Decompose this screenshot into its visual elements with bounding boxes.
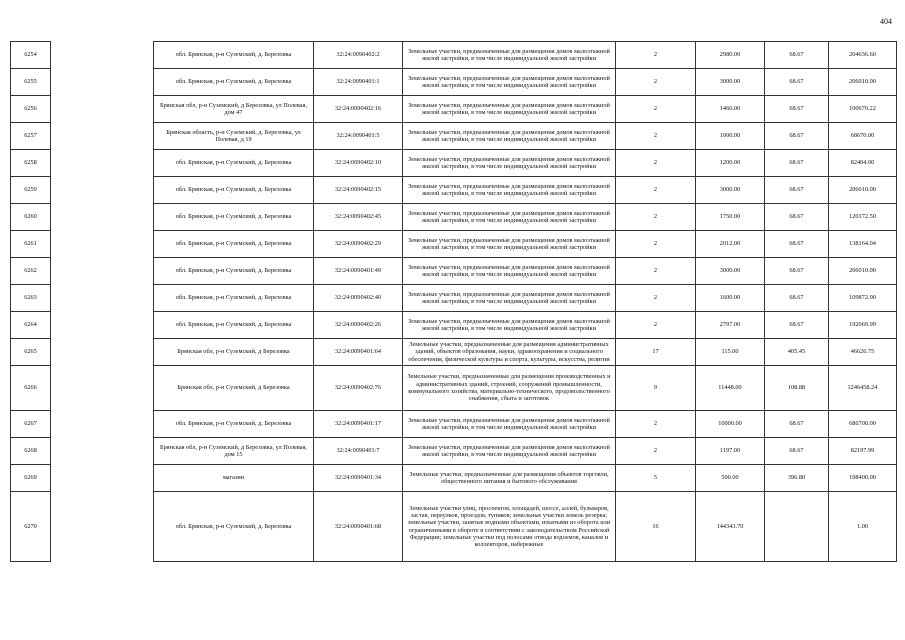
table-row	[11, 177, 897, 204]
gap-cell	[51, 258, 154, 285]
gap-cell	[51, 339, 154, 366]
row-number: 6267	[11, 411, 51, 438]
cadastral-number-cell: 32:24:0090401:5	[314, 123, 403, 150]
cadastral-number-cell: 32:24:0090402:40	[314, 285, 403, 312]
cadastral-number-cell: 32:24:0090401:17	[314, 411, 403, 438]
table-row	[11, 42, 897, 69]
specific-value-cell: 68.67	[765, 204, 829, 231]
specific-value-cell: 68.67	[765, 411, 829, 438]
cadastral-value-cell: 204636.60	[829, 42, 897, 69]
cadastral-value-cell: 68670.00	[829, 123, 897, 150]
address-cell: обл. Брянская, р-н Суземский, д. Березовка	[154, 204, 314, 231]
land-use-purpose-cell: Земельные участки, предназначенные для размещения домов малоэтажной жилой застройки, в том числе индивидуальной жилой застройки	[403, 69, 616, 96]
cadastral-value-cell: 82404.00	[829, 150, 897, 177]
cadastral-value-cell: 1246458.24	[829, 366, 897, 411]
land-use-purpose-cell: Земельные участки, предназначенные для размещения производственных и административных зданий, строений, сооружений промышленности, коммунального хозяйства, материально-технического, продовольственного снабжения, сбыта и заготовок	[403, 366, 616, 411]
cadastral-number-cell: 32:24:0090401:34	[314, 465, 403, 492]
row-number: 6256	[11, 96, 51, 123]
use-group-cell: 2	[616, 411, 696, 438]
cadastral-number-cell: 32:24:0090401:1	[314, 69, 403, 96]
gap-cell	[51, 231, 154, 258]
row-number: 6269	[11, 465, 51, 492]
area-cell: 1197.00	[696, 438, 765, 465]
address-cell: Брянская обл, р-н Суземский, д Березовка	[154, 366, 314, 411]
area-cell: 2012.00	[696, 231, 765, 258]
row-number: 6260	[11, 204, 51, 231]
land-use-purpose-cell: Земельные участки, предназначенные для размещения домов малоэтажной жилой застройки, в том числе индивидуальной жилой застройки	[403, 285, 616, 312]
table-row	[11, 438, 897, 465]
land-use-purpose-cell: Земельные участки, предназначенные для размещения административных зданий, объектов образования, науки, здравоохранения и социального обеспечения, физической культуры и спорта, культуры, искусства, религии	[403, 339, 616, 366]
specific-value-cell: 68.67	[765, 123, 829, 150]
cadastral-value-cell: 138164.04	[829, 231, 897, 258]
row-number: 6268	[11, 438, 51, 465]
cadastral-number-cell: 32:24:0090402:10	[314, 150, 403, 177]
area-cell: 1600.00	[696, 285, 765, 312]
address-cell: обл. Брянская, р-н Суземский, д. Березовка	[154, 231, 314, 258]
cadastral-number-cell: 32:24:0090402:15	[314, 177, 403, 204]
cadastral-value-cell: 686700.00	[829, 411, 897, 438]
row-number: 6263	[11, 285, 51, 312]
cadastral-value-cell: 198400.00	[829, 465, 897, 492]
use-group-cell: 2	[616, 96, 696, 123]
land-use-purpose-cell: Земельные участки, предназначенные для размещения домов малоэтажной жилой застройки, в том числе индивидуальной жилой застройки	[403, 204, 616, 231]
use-group-cell: 5	[616, 465, 696, 492]
cadastral-number-cell: 32:24:0090402:29	[314, 231, 403, 258]
area-cell: 11448.00	[696, 366, 765, 411]
table-row	[11, 366, 897, 411]
specific-value-cell: 68.67	[765, 231, 829, 258]
land-use-purpose-cell: Земельные участки, предназначенные для размещения домов малоэтажной жилой застройки, в том числе индивидуальной жилой застройки	[403, 150, 616, 177]
table-row	[11, 492, 897, 562]
land-use-purpose-cell: Земельные участки, предназначенные для размещения домов малоэтажной жилой застройки, в том числе индивидуальной жилой застройки	[403, 231, 616, 258]
address-cell: Брянская обл, р-н Суземский, д Березовка	[154, 339, 314, 366]
specific-value-cell: 405.45	[765, 339, 829, 366]
address-cell: обл. Брянская, р-н Суземский, д. Березовка	[154, 258, 314, 285]
gap-cell	[51, 177, 154, 204]
address-cell: обл. Брянская, р-н Суземский, д. Березовка	[154, 285, 314, 312]
page-number: 404	[880, 17, 892, 26]
table-row	[11, 312, 897, 339]
address-cell: обл. Брянская, р-н Суземский, д. Березовка	[154, 492, 314, 562]
specific-value-cell: 108.88	[765, 366, 829, 411]
area-cell: 1000.00	[696, 123, 765, 150]
address-cell: магазин	[154, 465, 314, 492]
land-registry-table	[10, 41, 897, 562]
land-use-purpose-cell: Земельные участки, предназначенные для размещения объектов торговли, общественного питания и бытового обслуживания	[403, 465, 616, 492]
land-use-purpose-cell: Земельные участки, предназначенные для размещения домов малоэтажной жилой застройки, в том числе индивидуальной жилой застройки	[403, 177, 616, 204]
gap-cell	[51, 204, 154, 231]
cadastral-number-cell: 32:24:0090402:2	[314, 42, 403, 69]
use-group-cell: 2	[616, 312, 696, 339]
table-row	[11, 285, 897, 312]
gap-cell	[51, 492, 154, 562]
gap-cell	[51, 465, 154, 492]
area-cell: 500.00	[696, 465, 765, 492]
use-group-cell: 16	[616, 492, 696, 562]
address-cell: Брянская область, р-н Суземский, д. Березовка, ул Полевая, д 19	[154, 123, 314, 150]
gap-cell	[51, 69, 154, 96]
row-number: 6266	[11, 366, 51, 411]
address-cell: обл. Брянская, р-н Суземский, д. Березовка	[154, 150, 314, 177]
table-row	[11, 150, 897, 177]
gap-cell	[51, 96, 154, 123]
gap-cell	[51, 123, 154, 150]
cadastral-number-cell: 32:24:0090401:68	[314, 492, 403, 562]
land-use-purpose-cell: Земельные участки, предназначенные для размещения домов малоэтажной жилой застройки, в том числе индивидуальной жилой застройки	[403, 438, 616, 465]
use-group-cell: 9	[616, 366, 696, 411]
gap-cell	[51, 42, 154, 69]
address-cell: обл. Брянская, р-н Суземский, д. Березовка	[154, 42, 314, 69]
row-number: 6258	[11, 150, 51, 177]
use-group-cell: 2	[616, 177, 696, 204]
table-row	[11, 465, 897, 492]
cadastral-number-cell: 32:24:0090401:7	[314, 438, 403, 465]
specific-value-cell: 68.67	[765, 438, 829, 465]
use-group-cell: 2	[616, 438, 696, 465]
specific-value-cell: 68.67	[765, 312, 829, 339]
use-group-cell: 2	[616, 150, 696, 177]
area-cell: 2980.00	[696, 42, 765, 69]
cadastral-value-cell: 120172.50	[829, 204, 897, 231]
specific-value-cell: 68.67	[765, 177, 829, 204]
area-cell: 3000.00	[696, 177, 765, 204]
row-number: 6257	[11, 123, 51, 150]
table-row	[11, 96, 897, 123]
table-row	[11, 69, 897, 96]
specific-value-cell: 68.67	[765, 285, 829, 312]
cadastral-number-cell: 32:24:0090401:64	[314, 339, 403, 366]
table-body	[11, 42, 897, 562]
area-cell: 1750.00	[696, 204, 765, 231]
row-number: 6261	[11, 231, 51, 258]
area-cell: 10000.00	[696, 411, 765, 438]
gap-cell	[51, 150, 154, 177]
specific-value-cell: 68.67	[765, 150, 829, 177]
cadastral-number-cell: 32:24:0090402:76	[314, 366, 403, 411]
specific-value-cell	[765, 492, 829, 562]
specific-value-cell: 68.67	[765, 69, 829, 96]
gap-cell	[51, 411, 154, 438]
cadastral-value-cell: 206010.00	[829, 258, 897, 285]
cadastral-value-cell: 82197.99	[829, 438, 897, 465]
area-cell: 144343.70	[696, 492, 765, 562]
row-number: 6270	[11, 492, 51, 562]
address-cell: Брянская обл, р-н Суземский, д Березовка, ул Полевая, дом 47	[154, 96, 314, 123]
address-cell: обл. Брянская, р-н Суземский, д. Березовка	[154, 177, 314, 204]
cadastral-number-cell: 32:24:0090402:26	[314, 312, 403, 339]
address-cell: обл. Брянская, р-н Суземский, д. Березовка	[154, 69, 314, 96]
use-group-cell: 2	[616, 69, 696, 96]
land-use-purpose-cell: Земельные участки улиц, проспектов, площадей, шоссе, аллей, бульваров, застав, переулков, проездов, тупиков; земельные участки земель резерва; земельные участки, занятые водными объектами, изъятыми из оборота или ограниченными в обороте в соответствии с законодательством Российской Федерации; земельные участки под полосами отвода водоемов, каналов и коллекторов, набережные	[403, 492, 616, 562]
land-use-purpose-cell: Земельные участки, предназначенные для размещения домов малоэтажной жилой застройки, в том числе индивидуальной жилой застройки	[403, 411, 616, 438]
gap-cell	[51, 285, 154, 312]
use-group-cell: 2	[616, 231, 696, 258]
row-number: 6262	[11, 258, 51, 285]
specific-value-cell: 68.67	[765, 258, 829, 285]
cadastral-value-cell: 100670.22	[829, 96, 897, 123]
use-group-cell: 2	[616, 285, 696, 312]
land-use-purpose-cell: Земельные участки, предназначенные для размещения домов малоэтажной жилой застройки, в том числе индивидуальной жилой застройки	[403, 312, 616, 339]
land-use-purpose-cell: Земельные участки, предназначенные для размещения домов малоэтажной жилой застройки, в том числе индивидуальной жилой застройки	[403, 258, 616, 285]
area-cell: 115.00	[696, 339, 765, 366]
area-cell: 1466.00	[696, 96, 765, 123]
land-use-purpose-cell: Земельные участки, предназначенные для размещения домов малоэтажной жилой застройки, в том числе индивидуальной жилой застройки	[403, 42, 616, 69]
specific-value-cell: 396.80	[765, 465, 829, 492]
use-group-cell: 2	[616, 258, 696, 285]
use-group-cell: 2	[616, 123, 696, 150]
cadastral-value-cell: 192069.99	[829, 312, 897, 339]
cadastral-value-cell: 46626.75	[829, 339, 897, 366]
address-cell: обл. Брянская, р-н Суземский, д. Березовка	[154, 312, 314, 339]
land-use-purpose-cell: Земельные участки, предназначенные для размещения домов малоэтажной жилой застройки, в том числе индивидуальной жилой застройки	[403, 123, 616, 150]
cadastral-number-cell: 32:24:0090401:49	[314, 258, 403, 285]
gap-cell	[51, 366, 154, 411]
table-row	[11, 231, 897, 258]
cadastral-value-cell: 1.00	[829, 492, 897, 562]
table-row	[11, 204, 897, 231]
cadastral-value-cell: 206010.00	[829, 177, 897, 204]
address-cell: обл. Брянская, р-н Суземский, д. Березовка	[154, 411, 314, 438]
table-row	[11, 258, 897, 285]
table-row	[11, 123, 897, 150]
table-row	[11, 411, 897, 438]
cadastral-value-cell: 109872.00	[829, 285, 897, 312]
gap-cell	[51, 312, 154, 339]
area-cell: 3000.00	[696, 69, 765, 96]
row-number: 6265	[11, 339, 51, 366]
row-number: 6264	[11, 312, 51, 339]
specific-value-cell: 68.67	[765, 42, 829, 69]
row-number: 6259	[11, 177, 51, 204]
row-number: 6255	[11, 69, 51, 96]
area-cell: 2797.00	[696, 312, 765, 339]
table-row	[11, 339, 897, 366]
cadastral-number-cell: 32:24:0090402:16	[314, 96, 403, 123]
use-group-cell: 2	[616, 204, 696, 231]
area-cell: 1200.00	[696, 150, 765, 177]
use-group-cell: 17	[616, 339, 696, 366]
land-use-purpose-cell: Земельные участки, предназначенные для размещения домов малоэтажной жилой застройки, в том числе индивидуальной жилой застройки	[403, 96, 616, 123]
use-group-cell: 2	[616, 42, 696, 69]
address-cell: Брянская обл, р-н Суземский, д Березовка, ул Полевая, дом 15	[154, 438, 314, 465]
area-cell: 3000.00	[696, 258, 765, 285]
gap-cell	[51, 438, 154, 465]
specific-value-cell: 68.67	[765, 96, 829, 123]
cadastral-value-cell: 206010.00	[829, 69, 897, 96]
cadastral-number-cell: 32:24:0090402:45	[314, 204, 403, 231]
row-number: 6254	[11, 42, 51, 69]
